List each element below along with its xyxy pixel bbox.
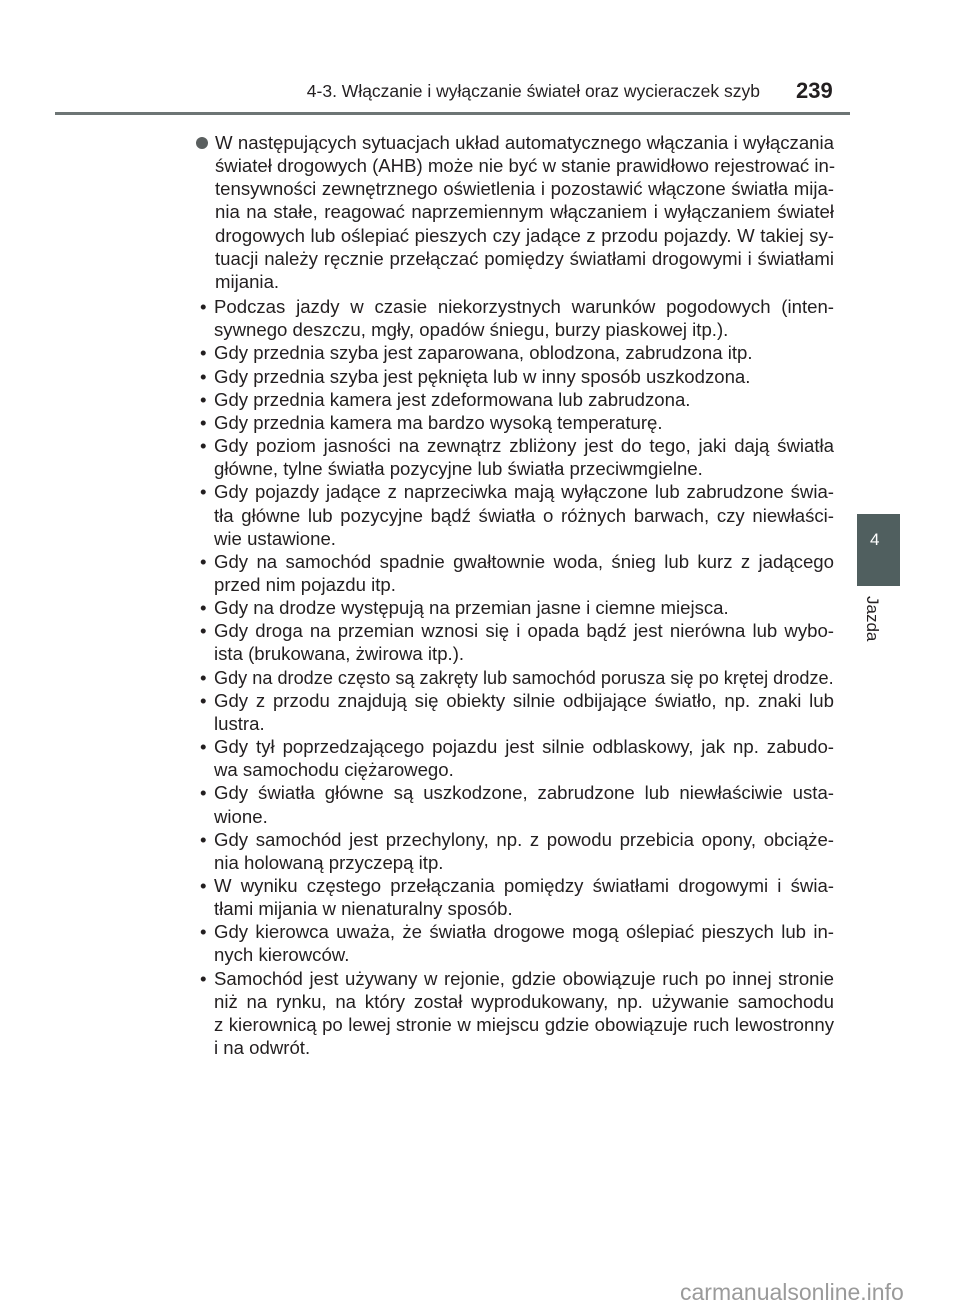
list-item <box>200 550 834 596</box>
bullet-dot-icon: • <box>200 967 207 989</box>
list-item <box>200 828 834 874</box>
bullet-dot-icon: • <box>200 550 207 572</box>
bullet-dot-icon: • <box>200 828 207 850</box>
list-item <box>200 480 834 549</box>
page-content <box>196 131 834 1059</box>
text-line: Gdy samochód jest przechylony, np. z powodu przebicia opony, obciąże- <box>214 828 834 850</box>
text-line: Gdy pojazdy jadące z naprzeciwka mają wyłączone lub zabrudzone świa- <box>214 481 834 503</box>
bullet-dot-icon: • <box>200 411 207 433</box>
list-item <box>200 874 834 920</box>
text-line: drogowych lub oślepiać pieszych czy jadące z przodu pojazdy. W takiej sy- <box>215 224 834 246</box>
text-line: Gdy przednia szyba jest zaparowana, oblodzona, zabrudzona itp. <box>214 342 753 364</box>
page-number: 239 <box>796 78 833 103</box>
header-divider <box>55 112 850 115</box>
text-line: tuacji należy ręcznie przełączać pomiędzy światłami drogowymi i światłami <box>215 247 834 269</box>
text-line: Samochód jest używany w rejonie, gdzie obowiązuje ruch po innej stronie <box>214 967 834 989</box>
bullet-dot-icon: • <box>200 875 207 896</box>
list-item <box>200 295 834 341</box>
text-line: niż na rynku, na który został wyprodukowany, np. używanie samochodu <box>214 990 834 1012</box>
text-line: Gdy na samochód spadnie gwałtownie woda, śnieg lub kurz z jadącego <box>214 550 834 572</box>
list-item <box>200 920 834 966</box>
text-line: Gdy poziom jasności na zewnątrz zbliżony jest do tego, jaki dają światła <box>214 435 834 457</box>
text-line: Gdy na drodze występują na przemian jasne i ciemne miejsca. <box>214 597 729 619</box>
main-paragraph <box>196 131 834 293</box>
list-item <box>200 735 834 781</box>
bullet-dot-icon: • <box>200 921 207 943</box>
text-line: z kierownicą po lewej stronie w miejscu gdzie obowiązuje ruch lewostronny <box>214 1013 834 1035</box>
list-item <box>200 341 834 364</box>
text-line: nych kierowców. <box>214 944 350 966</box>
text-line: mijania. <box>215 270 280 292</box>
list-item <box>200 434 834 480</box>
list-item <box>200 619 834 665</box>
text-line: lustra. <box>214 712 265 734</box>
list-item <box>200 967 834 1060</box>
text-line: Gdy droga na przemian wznosi się i opada bądź jest nierówna lub wybo- <box>214 620 834 642</box>
circle-bullet-icon <box>196 137 208 149</box>
text-line: Gdy przednia szyba jest pęknięta lub w inny sposób uszkodzona. <box>214 365 751 387</box>
text-line: nia na stałe, reagować naprzemiennym włączaniem i wyłączaniem świateł <box>215 201 834 223</box>
bullet-dot-icon: • <box>200 365 207 387</box>
bullet-dot-icon: • <box>200 597 207 619</box>
text-line: tła główne lub pozycyjne bądź światła o różnych barwach, czy niewłaści- <box>214 504 834 526</box>
text-line: tłami mijania w nienaturalny sposób. <box>214 898 513 920</box>
text-line: Gdy przednia kamera ma bardzo wysoką temperaturę. <box>214 411 663 433</box>
bullet-dot-icon: • <box>200 296 207 318</box>
bullet-dot-icon: • <box>200 620 207 642</box>
list-item <box>200 689 834 735</box>
text-line: i na odwrót. <box>214 1037 311 1059</box>
text-line: W wyniku częstego przełączania pomiędzy światłami drogowymi i świa- <box>214 875 834 896</box>
chapter-label: Jazda <box>863 596 882 642</box>
text-line: świateł drogowych (AHB) może nie być w stanie prawidłowo rejestrować in- <box>215 155 836 177</box>
text-line: Gdy kierowca uważa, że światła drogowe mogą oślepiać pieszych lub in- <box>214 921 834 943</box>
text-line: Gdy z przodu znajdują się obiekty silnie odbijające światło, np. znaki lub <box>214 689 834 711</box>
text-line: Gdy na drodze często są zakręty lub samochód porusza się po krętej drodze. <box>214 666 834 688</box>
text-line: Gdy tył poprzedzającego pojazdu jest silnie odblaskowy, jak np. zabudo- <box>214 736 834 758</box>
bullet-dot-icon: • <box>200 435 207 457</box>
chapter-number: 4 <box>870 530 880 549</box>
bullet-list <box>196 295 834 1059</box>
text-line: W następujących sytuacjach układ automatycznego włączania i wyłączania <box>215 132 834 153</box>
text-line: Gdy przednia kamera jest zdeformowana lub zabrudzona. <box>214 388 691 410</box>
text-line: główne, tylne światła pozycyjne lub światła przeciwmgielne. <box>214 458 703 480</box>
list-item <box>200 666 834 689</box>
watermark: carmanualsonline.info <box>680 1279 904 1305</box>
bullet-dot-icon: • <box>200 689 207 711</box>
text-line: tensywności zewnętrznego oświetlenia i pozostawić włączone światła mija- <box>215 178 834 200</box>
text-line: Podczas jazdy w czasie niekorzystnych warunków pogodowych (inten- <box>214 296 834 318</box>
chapter-tab[interactable] <box>857 514 900 586</box>
text-line: sywnego deszczu, mgły, opadów śniegu, burzy piaskowej itp.). <box>214 319 729 341</box>
bullet-dot-icon: • <box>200 481 207 503</box>
bullet-dot-icon: • <box>200 736 207 758</box>
bullet-dot-icon: • <box>200 666 207 688</box>
list-item <box>200 781 834 827</box>
bullet-dot-icon: • <box>200 388 207 410</box>
text-line: ista (brukowana, żwirowa itp.). <box>214 643 465 665</box>
section-title: 4-3. Włączanie i wyłączanie świateł oraz wycieraczek szyb <box>306 81 760 101</box>
text-line: wa samochodu ciężarowego. <box>214 759 454 781</box>
text-line: wione. <box>214 805 268 827</box>
text-line: nia holowaną przyczepą itp. <box>214 851 444 873</box>
list-item <box>200 596 834 619</box>
bullet-dot-icon: • <box>200 342 207 364</box>
list-item <box>200 411 834 434</box>
text-line: wie ustawione. <box>214 527 336 549</box>
list-item <box>200 365 834 388</box>
list-item <box>200 388 834 411</box>
bullet-dot-icon: • <box>200 782 207 804</box>
text-line: przed nim pojazdu itp. <box>214 573 396 595</box>
text-line: Gdy światła główne są uszkodzone, zabrudzone lub niewłaściwie usta- <box>214 782 834 804</box>
